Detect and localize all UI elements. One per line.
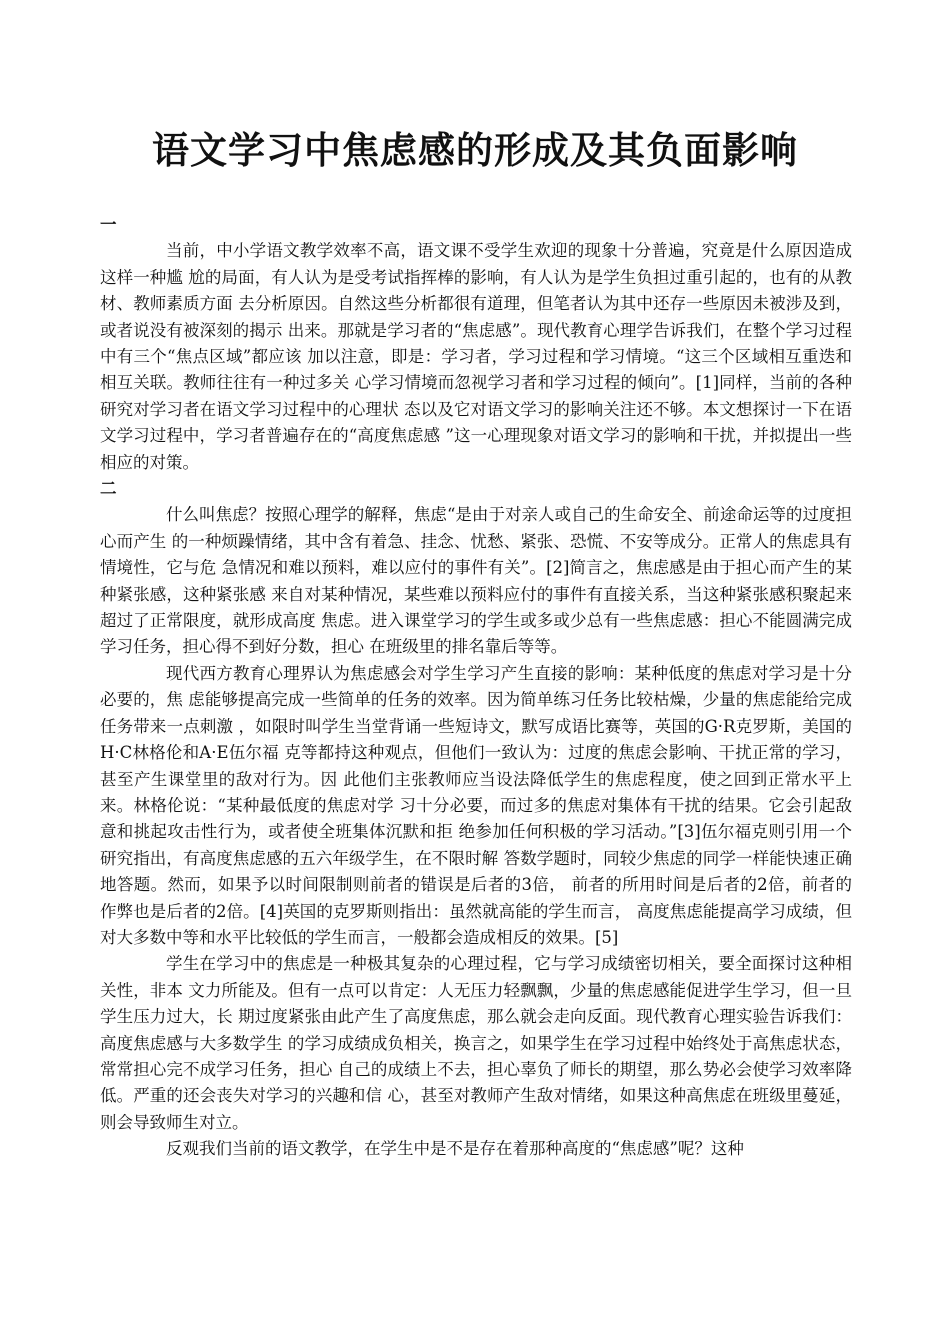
document-title: 语文学习中焦虑感的形成及其负面影响 xyxy=(152,129,798,172)
section-two xyxy=(100,476,852,1163)
paragraph: 反观我们当前的语文教学，在学生中是不是存在着那种高度的“焦虑感”呢？这种 xyxy=(166,1139,744,1159)
section-marker-one: 一 xyxy=(100,215,117,234)
paragraph: 现代西方教育心理界认为焦虑感会对学生学习产生直接的影响：某种低度的焦虑对学习是十分必要的，焦 虑能够提高完成一些简单的任务的效率。因为简单练习任务比较枯燥，少量的焦虑能给完成任务带来一点刺激 ，如限时叫学生当堂背诵一些短诗文，默写成语比赛等，英国的G·R克罗斯，美国的H·C林格伦和A·E伍尔福 克等都持这种观点，但他们一致认为：过度的焦虑会影响、干扰正常的学习，甚至产生课堂里的敌对行为。因 此他们主张教师应当设法降低学生的焦虑程度，使之回到正常水平上来。林格伦说：“某种最低度的焦虑对学 习十分必要，而过多的焦虑对集体有干扰的结果。它会引起敌意和挑起攻击性行为，或者使全班集体沉默和拒 绝参加任何积极的学习活动。”[3]伍尔福克则引用一个研究指出，有高度焦虑感的五六年级学生，在不限时解 答数学题时，同较少焦虑的同学一样能快速正确地答题。然而，如果予以时间限制则前者的错误是后者的3倍， 前者的所用时间是后者的2倍，前者的作弊也是后者的2倍。[4]英国的克罗斯则指出：虽然就高能的学生而言， 高度焦虑能提高学习成绩，但对大多数中等和水平比较低的学生而言，一般都会造成相反的效果。[5] xyxy=(100,663,852,947)
section-one xyxy=(100,212,852,476)
section-marker-two: 二 xyxy=(100,479,117,499)
paragraph: 什么叫焦虑？按照心理学的解释，焦虑“是由于对亲人或自己的生命安全、前途命运等的过度担心而产生 的一种烦躁情绪，其中含有着急、挂念、忧愁、紧张、恐慌、不安等成分。正常人的焦虑具有情境性，它与危 急情况和难以预料，难以应付的事件有关”。[2]简言之，焦虑感是由于担心而产生的某种紧张感，这种紧张感 来自对某种情况，某些难以预料应付的事件有直接关系，当这种紧张感积聚起来超过了正常限度，就形成高度 焦虑。进入课堂学习的学生或多或少总有一些焦虑感：担心不能圆满完成学习任务，担心得不到好分数，担心 在班级里的排名靠后等等。 xyxy=(100,505,852,657)
document-body xyxy=(100,212,852,1163)
paragraph: 学生在学习中的焦虑是一种极其复杂的心理过程，它与学习成绩密切相关，要全面探讨这种相关性，非本 文力所能及。但有一点可以肯定：人无压力轻飘飘，少量的焦虑感能促进学生学习，但一旦学生压力过大，长 期过度紧张由此产生了高度焦虑，那么就会走向反面。现代教育心理实验告诉我们：高度焦虑感与大多数学生 的学习成绩成负相关，换言之，如果学生在学习过程中始终处于高焦虑状态，常常担心完不成学习任务，担心 自己的成绩上不去，担心辜负了师长的期望，那么势必会使学习效率降低。严重的还会丧失对学习的兴趣和信 心，甚至对教师产生敌对情绪，如果这种高焦虑在班级里蔓延，则会导致师生对立。 xyxy=(100,954,852,1132)
paragraph: 当前，中小学语文教学效率不高，语文课不受学生欢迎的现象十分普遍，究竟是什么原因造成这样一种尴 尬的局面，有人认为是受考试指挥棒的影响，有人认为是学生负担过重引起的，也有的从教材、教师素质方面 去分析原因。自然这些分析都很有道理，但笔者认为其中还存一些原因未被涉及到，或者说没有被深刻的揭示 出来。那就是学习者的“焦虑感”。现代教育心理学告诉我们，在整个学习过程中有三个“焦点区域”都应该 加以注意，即是：学习者，学习过程和学习情境。“这三个区域相互重迭和相互关联。教师往往有一种过多关 心学习情境而忽视学习者和学习过程的倾向”。[1]同样，当前的各种研究对学习者在语文学习过程中的心理状 态以及它对语文学习的影响关注还不够。本文想探讨一下在语文学习过程中，学习者普遍存在的“高度焦虑感 ”这一心理现象对语文学习的影响和干扰，并拟提出一些相应的对策。 xyxy=(100,241,852,472)
